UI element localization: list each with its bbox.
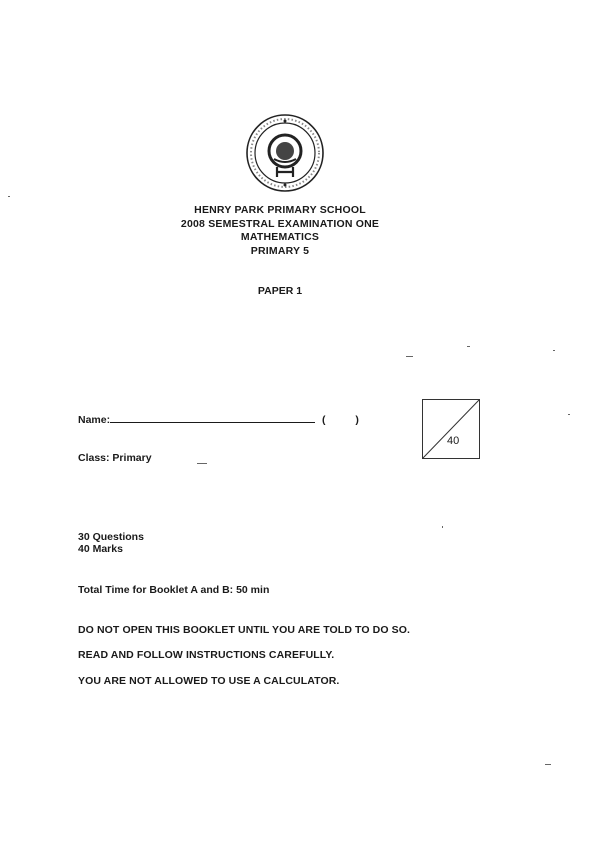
- marks-box: [422, 399, 480, 459]
- scan-speck: [545, 764, 551, 765]
- question-info: [78, 531, 144, 555]
- scan-speck: [8, 196, 10, 197]
- marks-total: 40: [447, 435, 460, 447]
- index-paren-close: ): [355, 414, 359, 426]
- scan-speck: [442, 526, 443, 528]
- instruction-line: YOU ARE NOT ALLOWED TO USE A CALCULATOR.: [78, 675, 340, 687]
- instruction-line: DO NOT OPEN THIS BOOKLET UNTIL YOU ARE TOLD TO DO SO.: [78, 624, 410, 636]
- name-label: Name:: [78, 414, 111, 426]
- paper-number: PAPER 1: [257, 285, 303, 297]
- scan-speck: [568, 414, 570, 415]
- level-title: PRIMARY 5: [250, 244, 310, 257]
- exam-title: 2008 SEMESTRAL EXAMINATION ONE: [180, 217, 380, 230]
- school-crest-icon: [244, 113, 326, 193]
- index-paren-open: (: [322, 414, 326, 426]
- name-row: [78, 412, 359, 426]
- exam-header: [0, 204, 560, 258]
- scan-speck: [406, 356, 413, 357]
- scan-speck: [553, 350, 555, 351]
- subject-title: MATHEMATICS: [240, 231, 320, 243]
- scan-speck: [197, 463, 207, 464]
- class-label: Class: Primary: [78, 452, 152, 464]
- total-time: Total Time for Booklet A and B: 50 min: [78, 584, 270, 596]
- instruction-line: READ AND FOLLOW INSTRUCTIONS CAREFULLY.: [78, 649, 335, 661]
- school-name: HENRY PARK PRIMARY SCHOOL: [194, 204, 366, 216]
- name-field[interactable]: [110, 412, 315, 423]
- question-count: 30 Questions: [78, 531, 144, 543]
- scan-speck: [467, 346, 470, 347]
- marks-count: 40 Marks: [78, 543, 123, 555]
